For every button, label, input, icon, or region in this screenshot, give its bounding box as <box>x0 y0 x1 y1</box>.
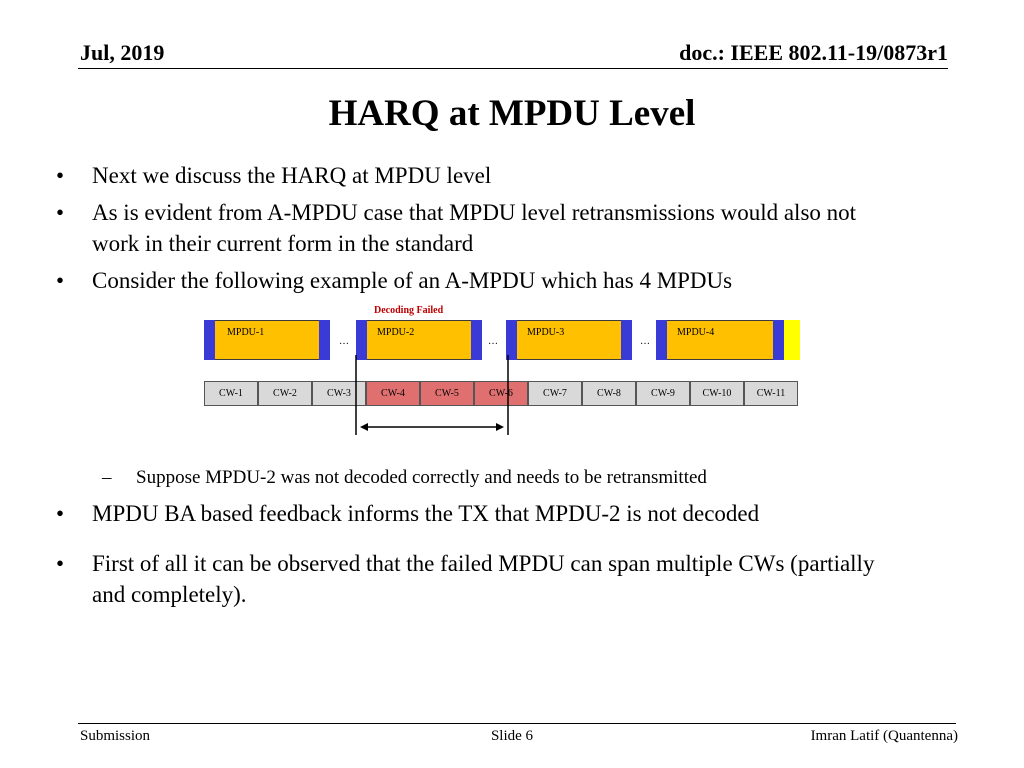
bullet-dot: • <box>56 268 65 293</box>
decoding-failed-label: Decoding Failed <box>374 305 444 316</box>
mpdu-label: MPDU-1 <box>227 327 265 338</box>
bullet-5 <box>56 548 882 610</box>
bullet-1-text: Next we discuss the HARQ at MPDU level <box>92 163 492 188</box>
codeword-failed: CW-5 <box>420 381 474 406</box>
codeword: CW-3 <box>312 381 366 406</box>
sub-bullet-dash: – <box>102 467 112 488</box>
bullet-dot: • <box>56 163 65 188</box>
bullet-4 <box>56 498 882 529</box>
codeword-failed: CW-4 <box>366 381 420 406</box>
mpdu-delimiter <box>656 320 667 360</box>
bullet-3 <box>56 265 882 296</box>
ellipsis: … <box>640 336 650 347</box>
bullet-2 <box>56 197 882 259</box>
mpdu-delimiter <box>773 320 784 360</box>
mpdu-delimiter <box>356 320 367 360</box>
span-arrow-svg <box>340 355 530 440</box>
padding-block <box>784 320 800 360</box>
ellipsis: … <box>488 336 498 347</box>
bullet-3-text: Consider the following example of an A-MPDU which has 4 MPDUs <box>92 268 733 293</box>
codeword: CW-10 <box>690 381 744 406</box>
header-date: Jul, 2019 <box>80 40 165 65</box>
codeword: CW-2 <box>258 381 312 406</box>
bullet-1 <box>56 160 872 191</box>
span-arrow-head-left <box>360 423 368 431</box>
mpdu-block <box>506 320 632 360</box>
bullet-dot: • <box>56 501 65 526</box>
bullet-4-text: MPDU BA based feedback informs the TX that MPDU-2 is not decoded <box>92 501 760 526</box>
codeword: CW-9 <box>636 381 690 406</box>
bullet-2-text: As is evident from A-MPDU case that MPDU level retransmissions would also not work in their current form in the standard <box>92 200 857 256</box>
sub-bullet-text: Suppose MPDU-2 was not decoded correctly and needs to be retransmitted <box>136 467 707 488</box>
codeword: CW-11 <box>744 381 798 406</box>
codeword: CW-8 <box>582 381 636 406</box>
mpdu-delimiter <box>621 320 632 360</box>
bullet-dot: • <box>56 551 65 576</box>
mpdu-block <box>204 320 330 360</box>
sub-bullet <box>102 467 896 489</box>
mpdu-label: MPDU-3 <box>527 327 565 338</box>
mpdu-label: MPDU-4 <box>677 327 715 338</box>
mpdu-delimiter <box>471 320 482 360</box>
header-doc-id: doc.: IEEE 802.11-19/0873r1 <box>679 40 948 65</box>
footer-submission: Submission <box>80 728 151 744</box>
codeword: CW-1 <box>204 381 258 406</box>
mpdu-delimiter <box>506 320 517 360</box>
ellipsis: … <box>339 336 349 347</box>
span-arrow-head-right <box>496 423 504 431</box>
bullet-5-text: First of all it can be observed that the failed MPDU can span multiple CWs (partially and completely). <box>92 551 875 607</box>
mpdu-block <box>656 320 784 360</box>
header-rule <box>78 68 948 69</box>
codeword: CW-7 <box>528 381 582 406</box>
bullet-dot: • <box>56 200 65 225</box>
slide-title: HARQ at MPDU Level <box>328 93 696 134</box>
footer-slide-number: Slide 6 <box>490 728 534 744</box>
mpdu-delimiter <box>204 320 215 360</box>
codeword-failed: CW-6 <box>474 381 528 406</box>
mpdu-delimiter <box>319 320 330 360</box>
footer-rule <box>78 723 956 724</box>
mpdu-block <box>356 320 482 360</box>
mpdu-label: MPDU-2 <box>377 327 415 338</box>
footer-author: Imran Latif (Quantenna) <box>810 728 958 744</box>
